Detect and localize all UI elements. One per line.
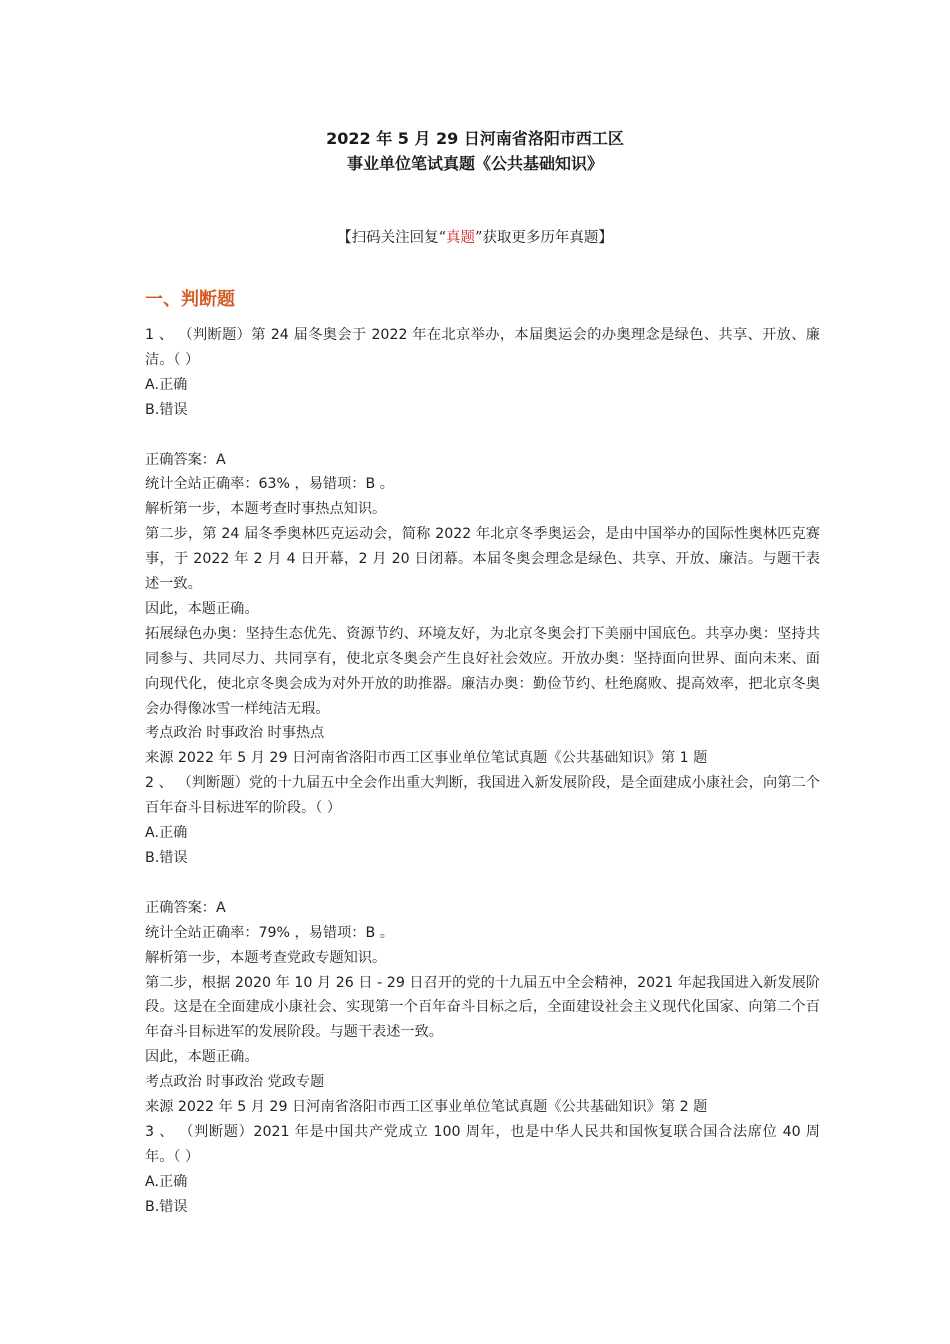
accuracy-stats: 统计全站正确率：63% ，易错项：B 。 <box>145 476 394 493</box>
promo-banner <box>0 226 950 250</box>
question-stem: 1 、 （判断题）第 24 届冬奥会于 2022 年在北京举办，本届奥运会的办奥理念是绿色、共享、开放、廉洁。（ ） <box>145 327 820 368</box>
knowledge-tags: 考点政治 时事政治 时事热点 <box>145 725 325 742</box>
spacer <box>145 871 820 896</box>
option-b: B.错误 <box>145 850 188 867</box>
option-a: A.正确 <box>145 825 188 842</box>
option-a: A.正确 <box>145 376 188 393</box>
promo-prefix: 【扫码关注回复“ <box>337 230 446 246</box>
analysis-conclusion: 因此，本题正确。 <box>145 600 259 617</box>
spacer <box>145 423 820 448</box>
analysis-step1: 解析第一步，本题考查时事热点知识。 <box>145 501 387 518</box>
question-source: 来源 2022 年 5 月 29 日河南省洛阳市西工区事业单位笔试真题《公共基础知识》第 2 题 <box>145 1099 708 1116</box>
analysis-step1: 解析第一步，本题考查党政专题知识。 <box>145 949 387 966</box>
document-title-line2: 事业单位笔试真题《公共基础知识》 <box>346 154 603 173</box>
section-heading: 一、判断题 <box>145 289 235 310</box>
question-list <box>145 323 820 1220</box>
promo-keyword: 真题 <box>446 230 475 246</box>
promo-suffix: ”获取更多历年真题】 <box>475 230 613 246</box>
accuracy-stats: 统计全站正确率：79% ，易错项：B 。 <box>145 924 394 941</box>
option-a: A.正确 <box>145 1173 188 1190</box>
knowledge-tags: 考点政治 时事政治 党政专题 <box>145 1074 325 1091</box>
question-stem: 2 、 （判断题）党的十九届五中全会作出重大判断，我国进入新发展阶段，是全面建成小康社会，向第二个百年奋斗目标进军的阶段。（ ） <box>145 775 820 817</box>
option-b: B.错误 <box>145 1198 188 1215</box>
analysis-step2: 第二步，根据 2020 年 10 月 26 日 - 29 日召开的党的十九届五中全会精神，2021 年起我国进入新发展阶段。这是在全面建成小康社会、实现第一个百年奋斗目标之后，全面建设社会主义现代化国家、向第二个百年奋斗目标进军的发展阶段。与题干表述一致。 <box>145 974 820 1041</box>
correct-answer: 正确答案：A <box>145 451 226 468</box>
document-title-line1: 2022 年 5 月 29 日河南省洛阳市西工区 <box>326 129 624 148</box>
option-b: B.错误 <box>145 401 188 418</box>
analysis-step2: 第二步，第 24 届冬季奥林匹克运动会，简称 2022 年北京冬季奥运会，是由中国举办的国际性奥林匹克赛事，于 2022 年 2 月 4 日开幕，2 月 20 日闭幕。本届冬奥会理念是绿色、共享、开放、廉洁。与题干表述一致。 <box>145 526 820 593</box>
question-source: 来源 2022 年 5 月 29 日河南省洛阳市西工区事业单位笔试真题《公共基础知识》第 1 题 <box>145 750 708 767</box>
correct-answer: 正确答案：A <box>145 899 226 916</box>
analysis-extension: 拓展绿色办奥：坚持生态优先、资源节约、环境友好，为北京冬奥会打下美丽中国底色。共享办奥：坚持共同参与、共同尽力、共同享有，使北京冬奥会产生良好社会效应。开放办奥：坚持面向世界、面向未来、面向现代化，使北京冬奥会成为对外开放的助推器。廉洁办奥：勤俭节约、杜绝腐败、提高效率，把北京冬奥会办得像冰雪一样纯洁无瑕。 <box>145 625 820 717</box>
question-stem: 3 、 （判断题）2021 年是中国共产党成立 100 周年，也是中华人民共和国恢复联合国合法席位 40 周年。（ ） <box>145 1123 820 1165</box>
analysis-conclusion: 因此，本题正确。 <box>145 1049 259 1066</box>
